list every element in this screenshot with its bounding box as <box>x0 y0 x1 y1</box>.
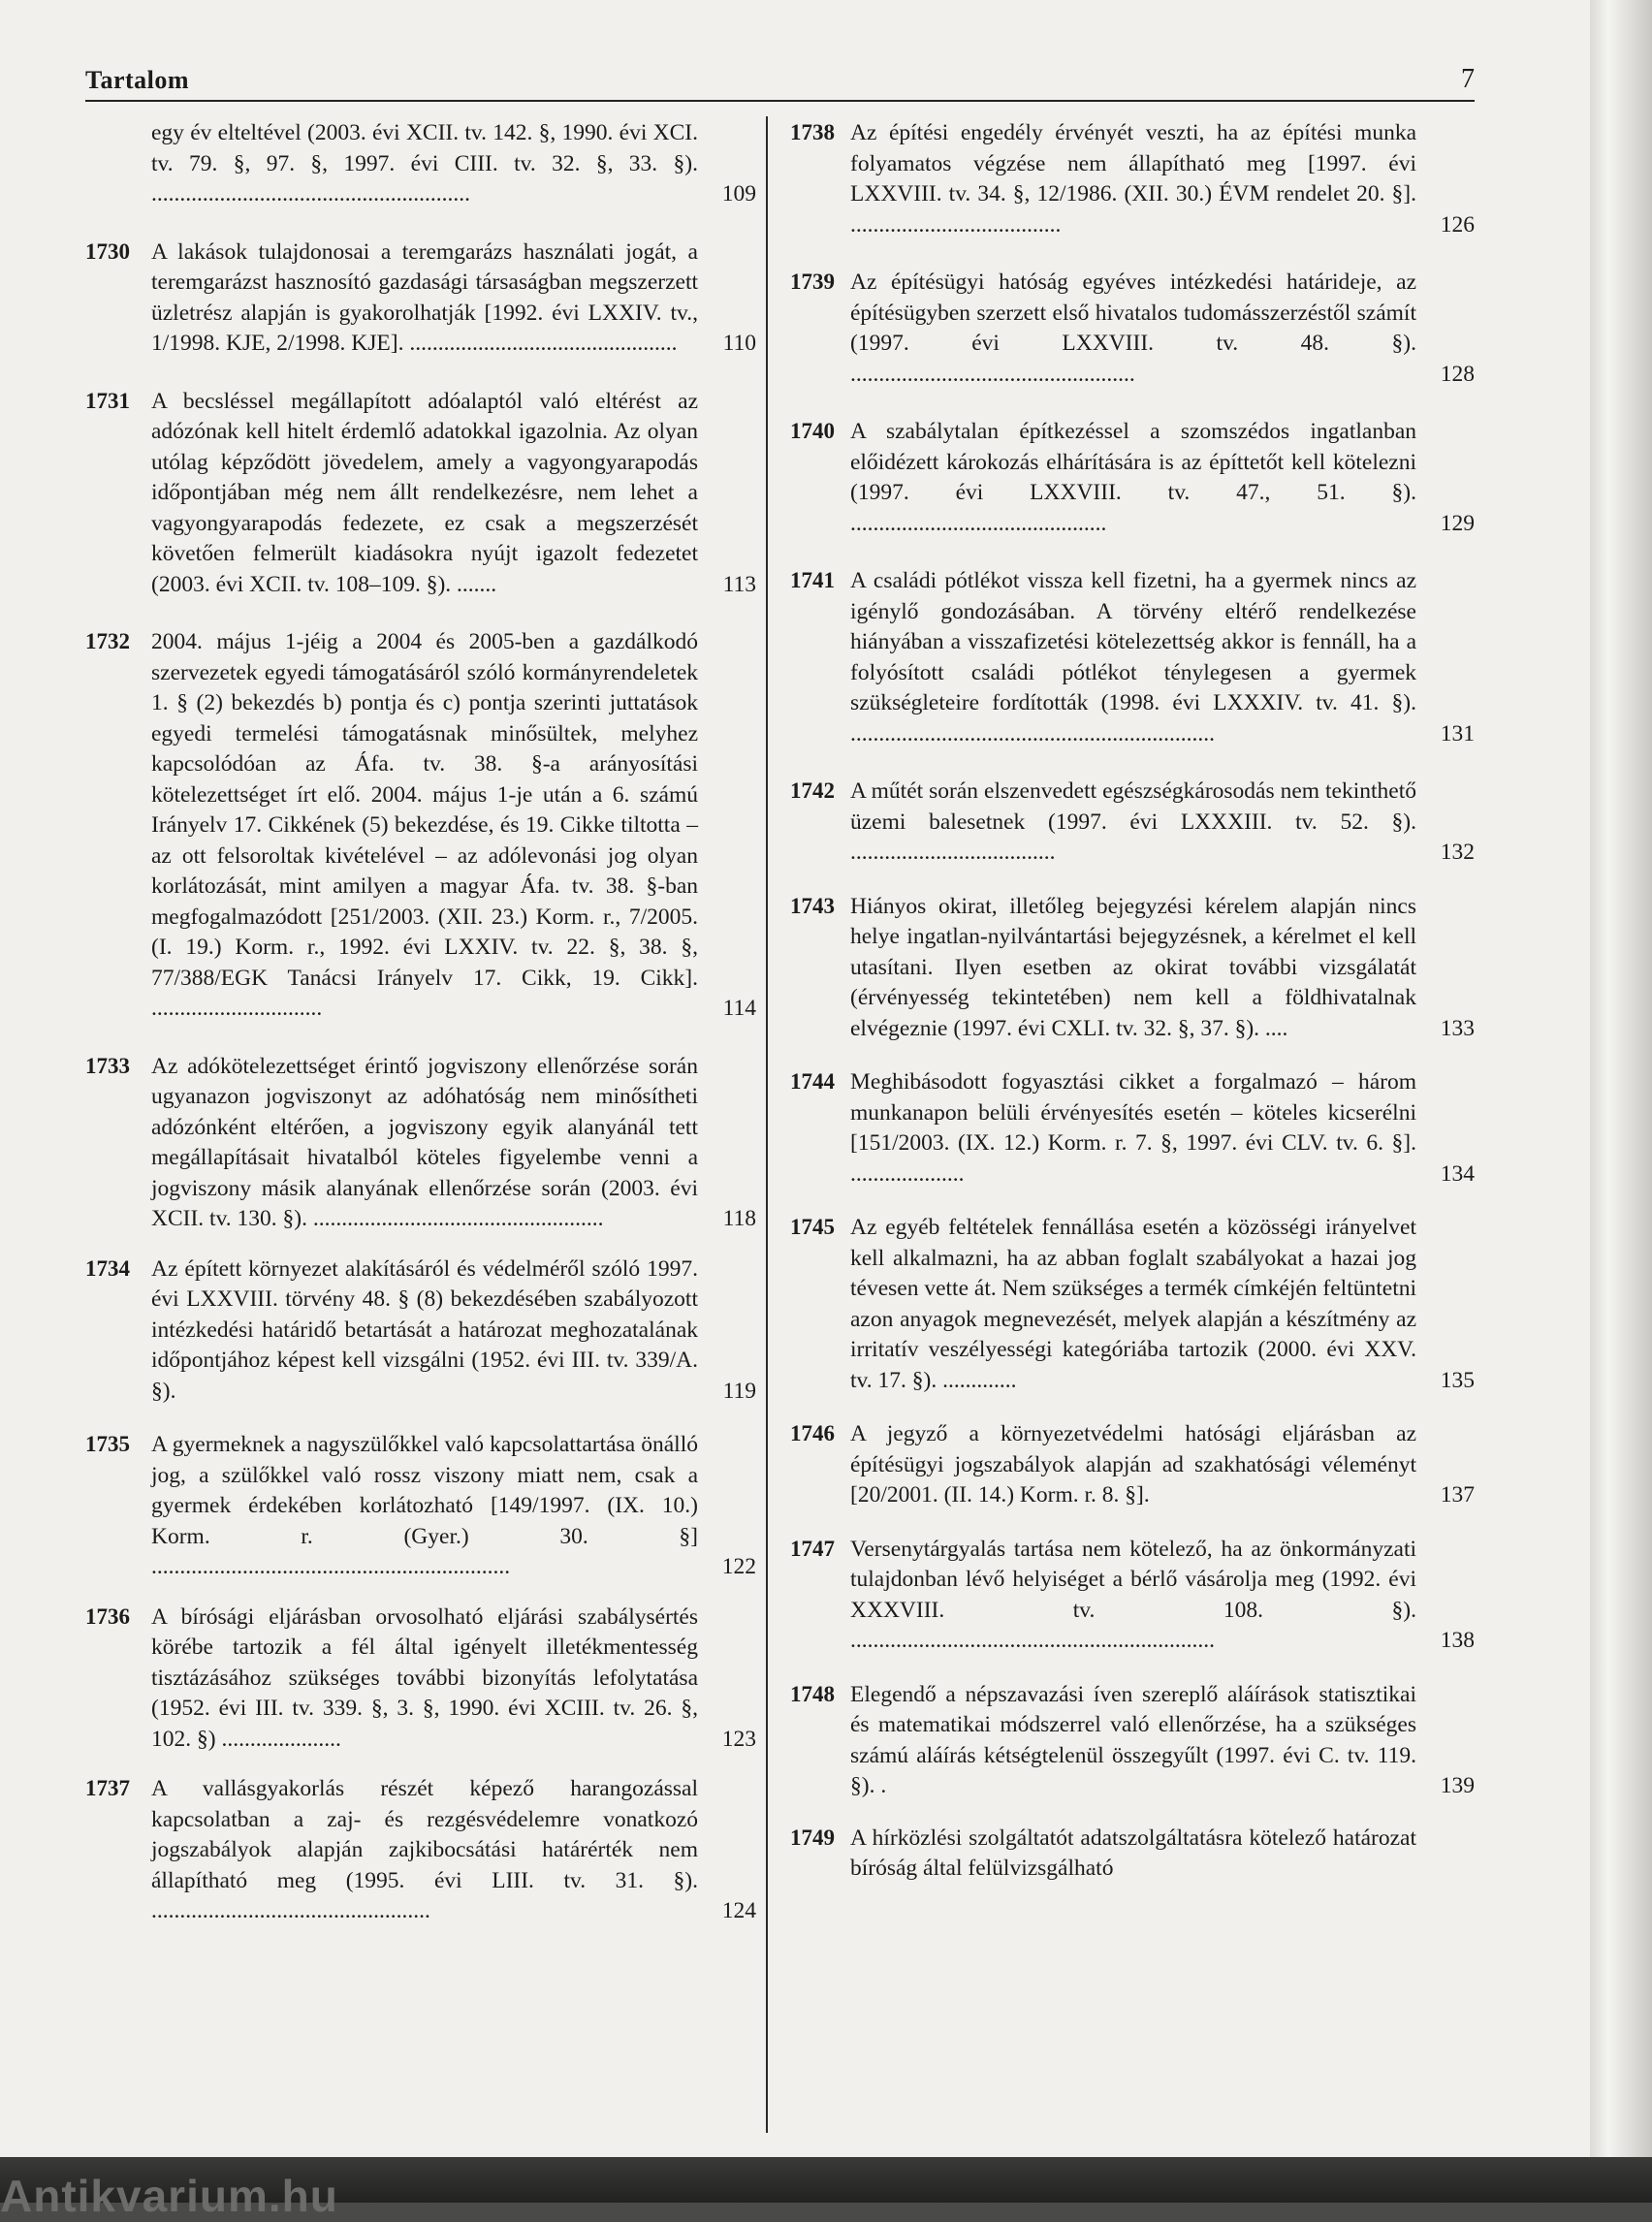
entry-text: Az adókötelezettséget érintő jogviszony ellenőrzése során ugyanazon jogviszonyt az adóhatóság nem minősítheti adózónként eltérően, a jogviszony egyik alanyánál tett megállapításait hivatalból köteles figyelembe venni a jogviszony másik alanyának ellenőrzése során (2003. évi XCII. tv. 130. §). ................................................... <box>151 1053 698 1231</box>
page-number: 7 <box>1461 64 1475 94</box>
entry-text: egy év elteltével (2003. évi XCII. tv. 142. §, 1990. évi XCI. tv. 79. §, 97. §, 1997. évi CIII. tv. 32. §, 33. §). ........................................................ <box>151 120 698 206</box>
entry-number: 1746 <box>790 1421 835 1445</box>
toc-entry <box>790 1213 1475 1396</box>
toc-entry <box>790 1067 1475 1190</box>
entry-text: A vallásgyakorlás részét képező harangozással kapcsolatban a zaj- és rezgésvédelemre vonatkozó jogszabályok alapján zajkibocsátási határérték nem állapítható meg (1995. évi LIII. tv. 31. §). ................................................. <box>151 1776 698 1923</box>
entry-text: Az egyéb feltételek fennállása esetén a közösségi irányelvet kell alkalmazni, ha az abban foglalt szabályokat a hazai jog tévesen vette át. Nem szükséges a termék címkéjén feltüntetni azon anyagok megnevezését, melyek alapján a készítmény az irritatív veszélyességi kategóriába tartozik (2000. évi XXV. tv. 17. §). ............. <box>850 1215 1417 1393</box>
entry-number: 1741 <box>790 568 835 592</box>
entry-text: Az építési engedély érvényét veszti, ha az építési munka folyamatos végzése nem állapítható meg [1997. évi LXXVIII. tv. 34. §, 12/1986. (XII. 30.) ÉVM rendelet 20. §]. ..................................... <box>850 120 1416 238</box>
entry-page-number: 123 <box>721 1726 756 1752</box>
page-header <box>85 66 1475 105</box>
toc-entry <box>85 1774 756 1927</box>
toc-entry <box>790 892 1475 1045</box>
entry-text: Versenytárgyalás tartása nem kötelező, ha az önkormányzati tulajdonban lévő helyiséget a bérlő vásárolja meg (1992. évi XXXVIII. tv. 108. §). ................................................................ <box>850 1536 1416 1653</box>
entry-page-number: 114 <box>722 996 756 1021</box>
toc-entry <box>85 387 756 601</box>
entry-text: Hiányos okirat, illetőleg bejegyzési kérelem alapján nincs helye ingatlan-nyilvántartási bejegyzésnek, a kérelmet el kell utasítani. Ilyen esetben az okirat további vizsgálatát (érvényesség tekintetében) nem kell a földhivatalnak elvégeznie (1997. évi CXLI. tv. 32. §, 37. §). .... <box>850 893 1416 1041</box>
toc-entry <box>790 777 1475 869</box>
entry-number: 1735 <box>85 1432 130 1456</box>
column-divider <box>766 116 768 2133</box>
entry-number: 1737 <box>85 1776 130 1800</box>
entry-text: Elegendő a népszavazási íven szereplő aláírások statisztikai és matematikai módszerrel való ellenőrzése, ha a szükséges számú aláírás kétségtelenül összegyűlt (1997. évi C. tv. 119. §). . <box>850 1681 1416 1798</box>
entry-page-number: 124 <box>721 1898 756 1923</box>
running-head-title: Tartalom <box>85 66 190 94</box>
entry-text: A szabálytalan építkezéssel a szomszédos ingatlanban előidézett károkozás elhárítására is az építtetőt kell kötelezni (1997. évi LXXVIII. tv. 47., 51. §). ............................................. <box>850 419 1416 536</box>
entry-number: 1740 <box>790 419 835 443</box>
toc-entry <box>85 1430 756 1583</box>
entry-number: 1736 <box>85 1603 130 1629</box>
entry-text: A bírósági eljárásban orvosolható eljárási szabálysértés körébe tartozik a fél által igényelt illetékmentesség tisztázásához szükséges további bizonyítás lefolytatása (1952. évi III. tv. 339. §, 3. §, 1990. évi XCIII. tv. 26. §, 102. §) ..................... <box>151 1603 698 1752</box>
entry-number: 1748 <box>790 1681 835 1706</box>
entry-number: 1739 <box>790 270 835 294</box>
entry-page-number: 113 <box>722 571 756 597</box>
toc-left-column <box>85 118 756 1927</box>
entry-page-number: 119 <box>722 1378 756 1404</box>
entry-text: A lakások tulajdonosai a teremgarázs használati jogát, a teremgarázst hasznosító gazdasági társaságban megszerzett üzletrész alapján is gyakorolhatják [1992. évi LXXIV. tv., 1/1998. KJE, 2/1998. KJE]. ............................................... <box>151 238 698 356</box>
toc-entry <box>790 118 1475 240</box>
entry-page-number: 110 <box>722 331 756 356</box>
entry-page-number: 133 <box>1440 1015 1475 1041</box>
entry-number: 1730 <box>85 238 130 264</box>
toc-entry <box>85 118 756 210</box>
entry-number: 1733 <box>85 1053 130 1078</box>
entry-number: 1734 <box>85 1255 130 1281</box>
entry-text: A jegyző a környezetvédelmi hatósági eljárásban az építésügyi jogszabályok alapján ad szakhatósági véleményt [20/2001. (II. 14.) Korm. r. 8. §]. <box>850 1421 1416 1508</box>
entry-number: 1731 <box>85 388 130 413</box>
entry-number: 1732 <box>85 629 130 653</box>
entry-page-number: 118 <box>722 1206 756 1231</box>
entry-number <box>85 118 151 120</box>
entry-number: 1742 <box>790 778 835 803</box>
entry-text: 2004. május 1-jéig a 2004 és 2005-ben a gazdálkodó szervezetek egyedi támogatásáról szóló kormányrendeletek 1. § (2) bekezdés b) pontja és c) pontja szerinti juttatások egyedi termelési támogatásnak minősültek, melyhez kapcsolódóan az Áfa. tv. 38. §-a arányosítási kötelezettséget írt elő. 2004. május 1-je után a 6. számú Irányelv 17. Cikkének (5) bekezdése, és 19. Cikke tiltotta – az ott felsoroltak kivételével – az adólevonási jog olyan korlátozását, mint amilyen a magyar Áfa. tv. 38. §-ban megfogalmazódott [251/2003. (XII. 23.) Korm. r., 7/2005. (I. 19.) Korm. r., 1992. évi LXXIV. tv. 22. §, 38. §, 77/388/EGK Tanácsi Irányelv 17. Cikk, 19. Cikk]. .............................. <box>151 629 698 1021</box>
toc-entry <box>85 1254 756 1408</box>
toc-entry <box>85 1603 756 1756</box>
toc-entry <box>85 627 756 1025</box>
entry-text: Az építésügyi hatóság egyéves intézkedési határideje, az építésügyben szerzett első hivatalos tudomásszerzéstől számít (1997. évi LXXVIII. tv. 48. §). .................................................. <box>850 270 1416 387</box>
entry-page-number: 132 <box>1440 840 1475 865</box>
toc-entry <box>790 1535 1475 1657</box>
entry-text: Az épített környezet alakításáról és védelméről szóló 1997. évi LXXVIII. törvény 48. § (8) bekezdésében szabályozott intézkedési határidő betartását a határozat meghozatalának időpontjához képest kell vizsgálni (1952. évi III. tv. 339/A. §). <box>151 1255 698 1404</box>
toc-entry <box>85 1052 756 1235</box>
entry-number: 1743 <box>790 893 835 918</box>
entry-page-number: 126 <box>1440 211 1475 238</box>
entry-number: 1744 <box>790 1069 835 1094</box>
toc-entry <box>790 566 1475 749</box>
toc-entry <box>85 238 756 360</box>
entry-number: 1745 <box>790 1215 835 1239</box>
entry-page-number: 135 <box>1440 1367 1475 1393</box>
header-rule <box>85 100 1475 102</box>
entry-page-number: 137 <box>1440 1482 1475 1508</box>
entry-text: A becsléssel megállapított adóalaptól való eltérést az adózónak kell hitelt érdemlő adatokkal igazolnia. Az olyan utólag képződött jövedelem, amely a vagyongyarapodás időpontjában még nem állt rendelkezésre, nem lehet a vagyongyarapodás fedezete, ez csak a megszerzését követően felmerült kiadásokra nyújt igazolt fedezetet (2003. évi XCII. tv. 108–109. §). ....... <box>151 388 698 597</box>
toc-entry <box>790 1824 1475 1885</box>
entry-page-number: 131 <box>1440 720 1475 746</box>
page-edge <box>1590 0 1652 2203</box>
entry-number: 1738 <box>790 120 835 144</box>
entry-text: A műtét során elszenvedett egészségkárosodás nem tekinthető üzemi balesetnek (1997. évi LXXXIII. tv. 52. §). .................................... <box>850 778 1416 865</box>
entry-text: A családi pótlékot vissza kell fizetni, ha a gyermek nincs az igénylő gondozásában. A törvény eltérő rendelkezése hiányában a visszafizetési kötelezettség akkor is fennáll, ha a folyósított családi pótlékot ténylegesen a gyermek szükségleteire fordították (1998. évi LXXXIV. tv. 41. §). ................................................................ <box>850 568 1416 746</box>
toc-entry <box>790 417 1475 539</box>
entry-page-number: 109 <box>721 181 756 206</box>
entry-page-number: 128 <box>1440 361 1475 387</box>
entry-page-number: 129 <box>1440 510 1475 536</box>
entry-page-number: 139 <box>1440 1773 1475 1798</box>
entry-page-number: 134 <box>1440 1160 1475 1187</box>
entry-page-number: 122 <box>721 1554 756 1579</box>
watermark-text: Antikvarium.hu <box>0 2171 338 2221</box>
entry-page-number: 138 <box>1440 1628 1475 1653</box>
toc-entry <box>790 1419 1475 1511</box>
entry-number: 1749 <box>790 1825 835 1850</box>
toc-entry <box>790 268 1475 390</box>
entry-text: A hírközlési szolgáltatót adatszolgáltatásra kötelező határozat bíróság által felülvizsgálható <box>850 1825 1416 1881</box>
entry-text: Meghibásodott fogyasztási cikket a forgalmazó – három munkanapon belüli érvényesítés esetén – köteles kicserélni [151/2003. (IX. 12.) Korm. r. 7. §, 1997. évi CLV. tv. 6. §]. .................... <box>850 1069 1416 1187</box>
toc-right-column <box>790 118 1475 1885</box>
toc-entry <box>790 1680 1475 1802</box>
entry-text: A gyermeknek a nagyszülőkkel való kapcsolattartása önálló jog, a szülőkkel való rossz viszony miatt nem, csak a gyermek érdekében korlátozható [149/1997. (IX. 10.) Korm. r. (Gyer.) 30. §] ............................................................... <box>151 1432 698 1579</box>
entry-number: 1747 <box>790 1536 835 1561</box>
